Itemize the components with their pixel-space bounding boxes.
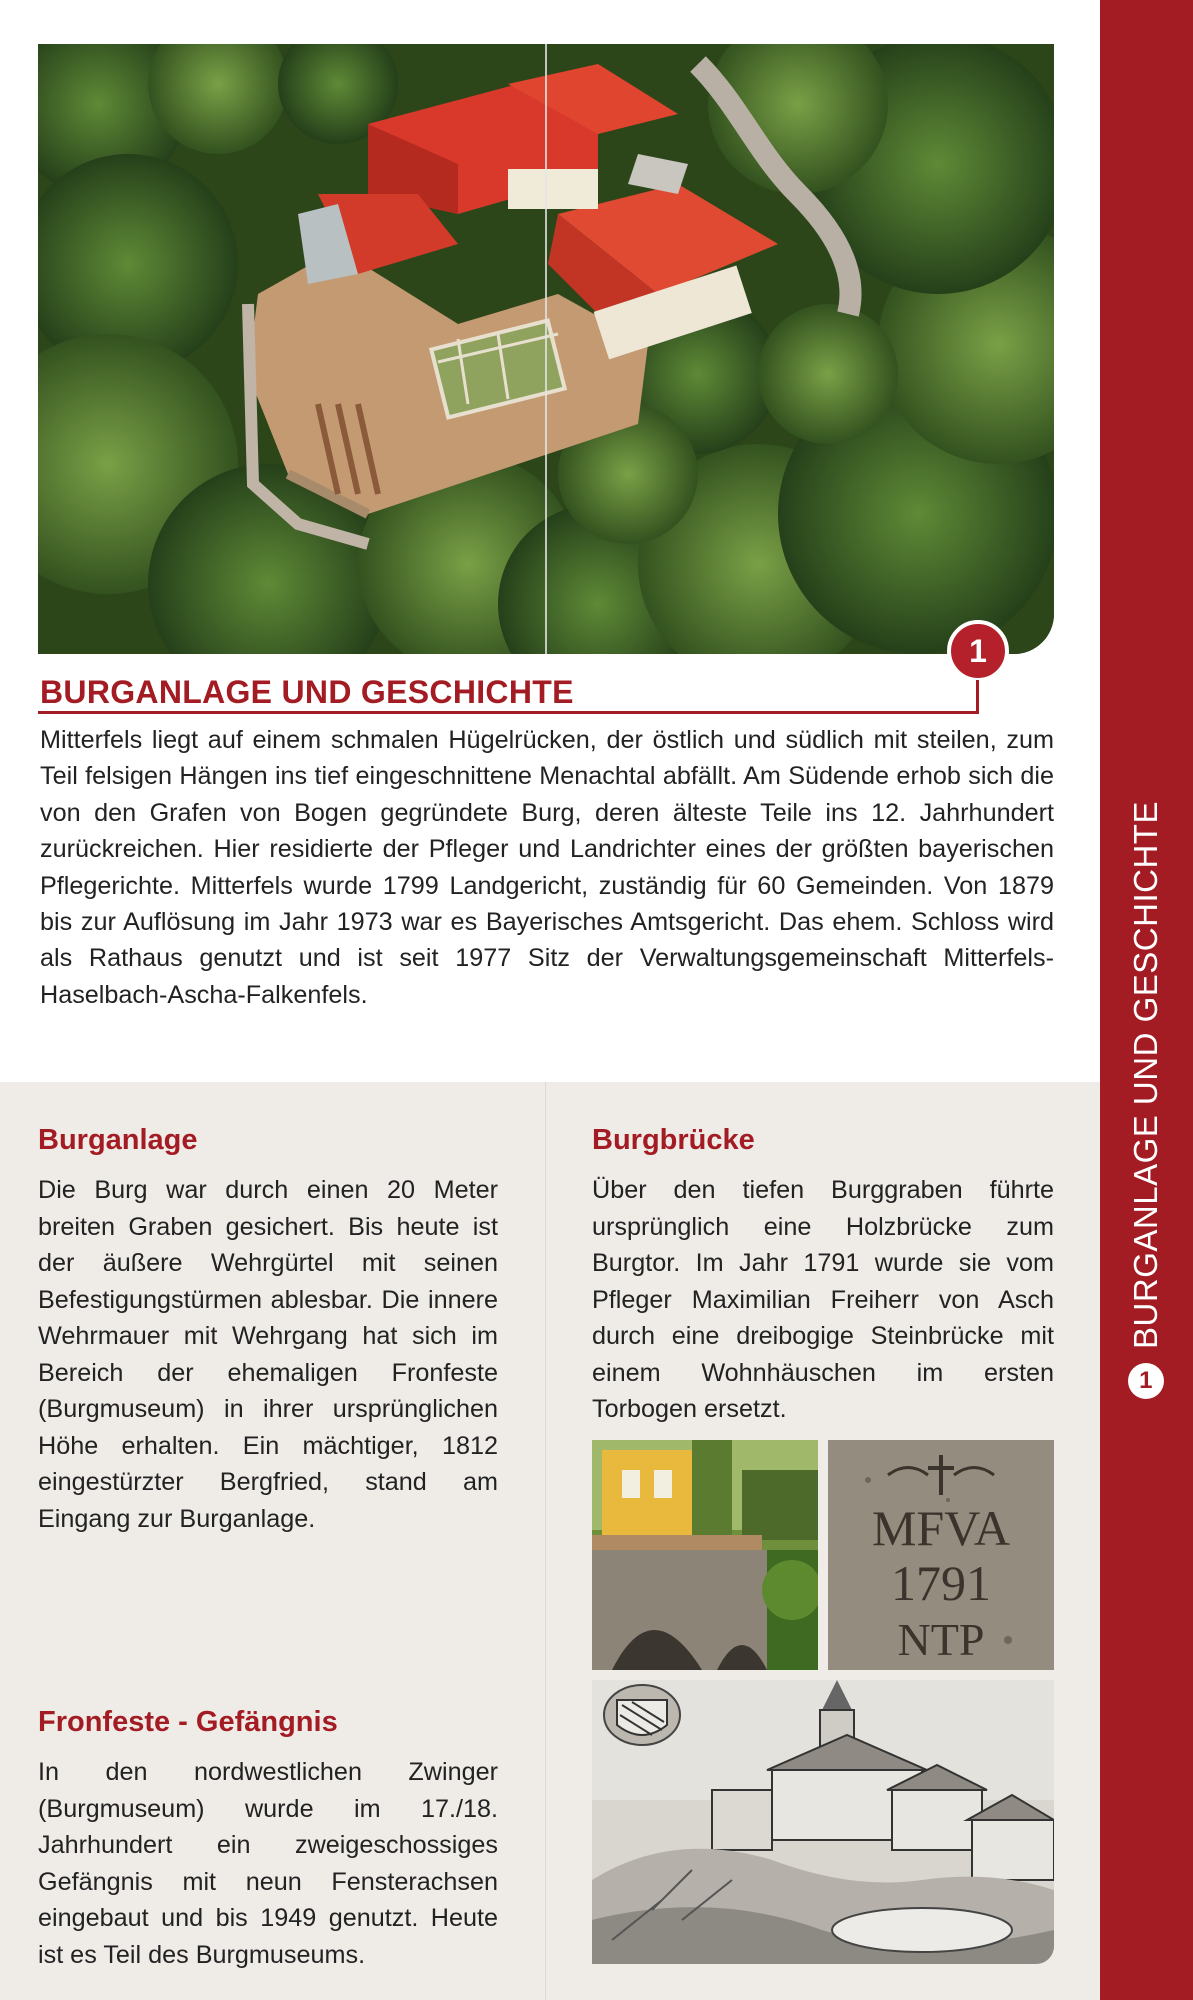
stone-bridge-image (592, 1440, 818, 1670)
burgbruecke-text: Über den tiefen Burggraben führte ursprünglich eine Holzbrücke zum Burgtor. Im Jahr 1791 wurde sie vom Pfleger Maximilian Freiherr von Asch durch eine dreibogige Steinbrücke mit einem Wohnhäuschen im ersten Torbogen ersetzt. (592, 1176, 1054, 1423)
inscription-line1: MFVA (871, 1500, 1011, 1556)
burganlage-text: Die Burg war durch einen 20 Meter breiten Graben gesichert. Bis heute ist der äußere Wehrgürtel mit seinen Befestigungstürmen ablesbar. Die innere Wehrmauer mit Wehrgang hat sich im Bereich der ehemaligen Fronfeste (Burgmuseum) in ihrer ursprünglichen Höhe erhalten. Ein mächtiger, 1812 eingestürzter Bergfried, stand am Eingang zur Burganlage. (38, 1176, 498, 1533)
side-chapter-label (1127, 801, 1165, 1399)
hero-aerial-photo (38, 44, 1054, 654)
fronfeste-heading: Fronfeste - Gefängnis (38, 1706, 338, 1738)
side-chapter-title: BURGANLAGE UND GESCHICHTE (1127, 801, 1164, 1349)
fold-divider (545, 1082, 546, 2000)
chapter-number-icon: 1 (1128, 1363, 1164, 1399)
section-title: BURGANLAGE UND GESCHICHTE (40, 674, 574, 710)
inscription-line2: 1791 (891, 1555, 991, 1611)
section-number-badge: 1 (947, 620, 1009, 682)
stone-inscription-image (828, 1440, 1054, 1670)
burganlage-heading: Burganlage (38, 1124, 198, 1156)
aerial-castle-photo (38, 44, 1054, 654)
heading-underline (38, 711, 978, 714)
burgbruecke-heading: Burgbrücke (592, 1124, 755, 1156)
inscription-photo (828, 1440, 1054, 1670)
coat-of-arms-icon (604, 1685, 680, 1745)
castle-engraving-image (592, 1680, 1054, 1964)
historical-engraving (592, 1680, 1054, 1964)
heading-connector-line (976, 680, 979, 714)
intro-paragraph: Mitterfels liegt auf einem schmalen Hügelrücken, der östlich und südlich mit steilen, zum Teil felsigen Hängen ins tief eingeschnittene Menachtal abfällt. Am Südende erhob sich die von den Grafen von Bogen gegründete Burg, deren älteste Teile ins 12. Jahrhundert zurückreichen. Hier residierte der Pfleger und Landrichter eines der größten bayerischen Pflegerichte. Mitterfels wurde 1799 Landgericht, zuständig für 60 Gemeinden. Von 1879 bis zur Auflösung im Jahr 1973 war es Bayerisches Amtsgericht. Das ehem. Schloss wird als Rathaus genutzt und ist seit 1977 Sitz der Verwaltungsgemeinschaft Mitterfels-Haselbach-Ascha-Falkenfels. (40, 726, 1054, 1009)
fronfeste-text: In den nordwestlichen Zwinger (Burgmuseum) wurde im 17./18. Jahrhundert ein zweigeschossiges Gefängnis mit neun Fensterachsen eingebaut und bis 1949 genutzt. Heute ist es Teil des Burgmuseums. (38, 1758, 498, 1969)
bridge-photo (592, 1440, 818, 1670)
inscription-line3: NTP (897, 1614, 985, 1665)
